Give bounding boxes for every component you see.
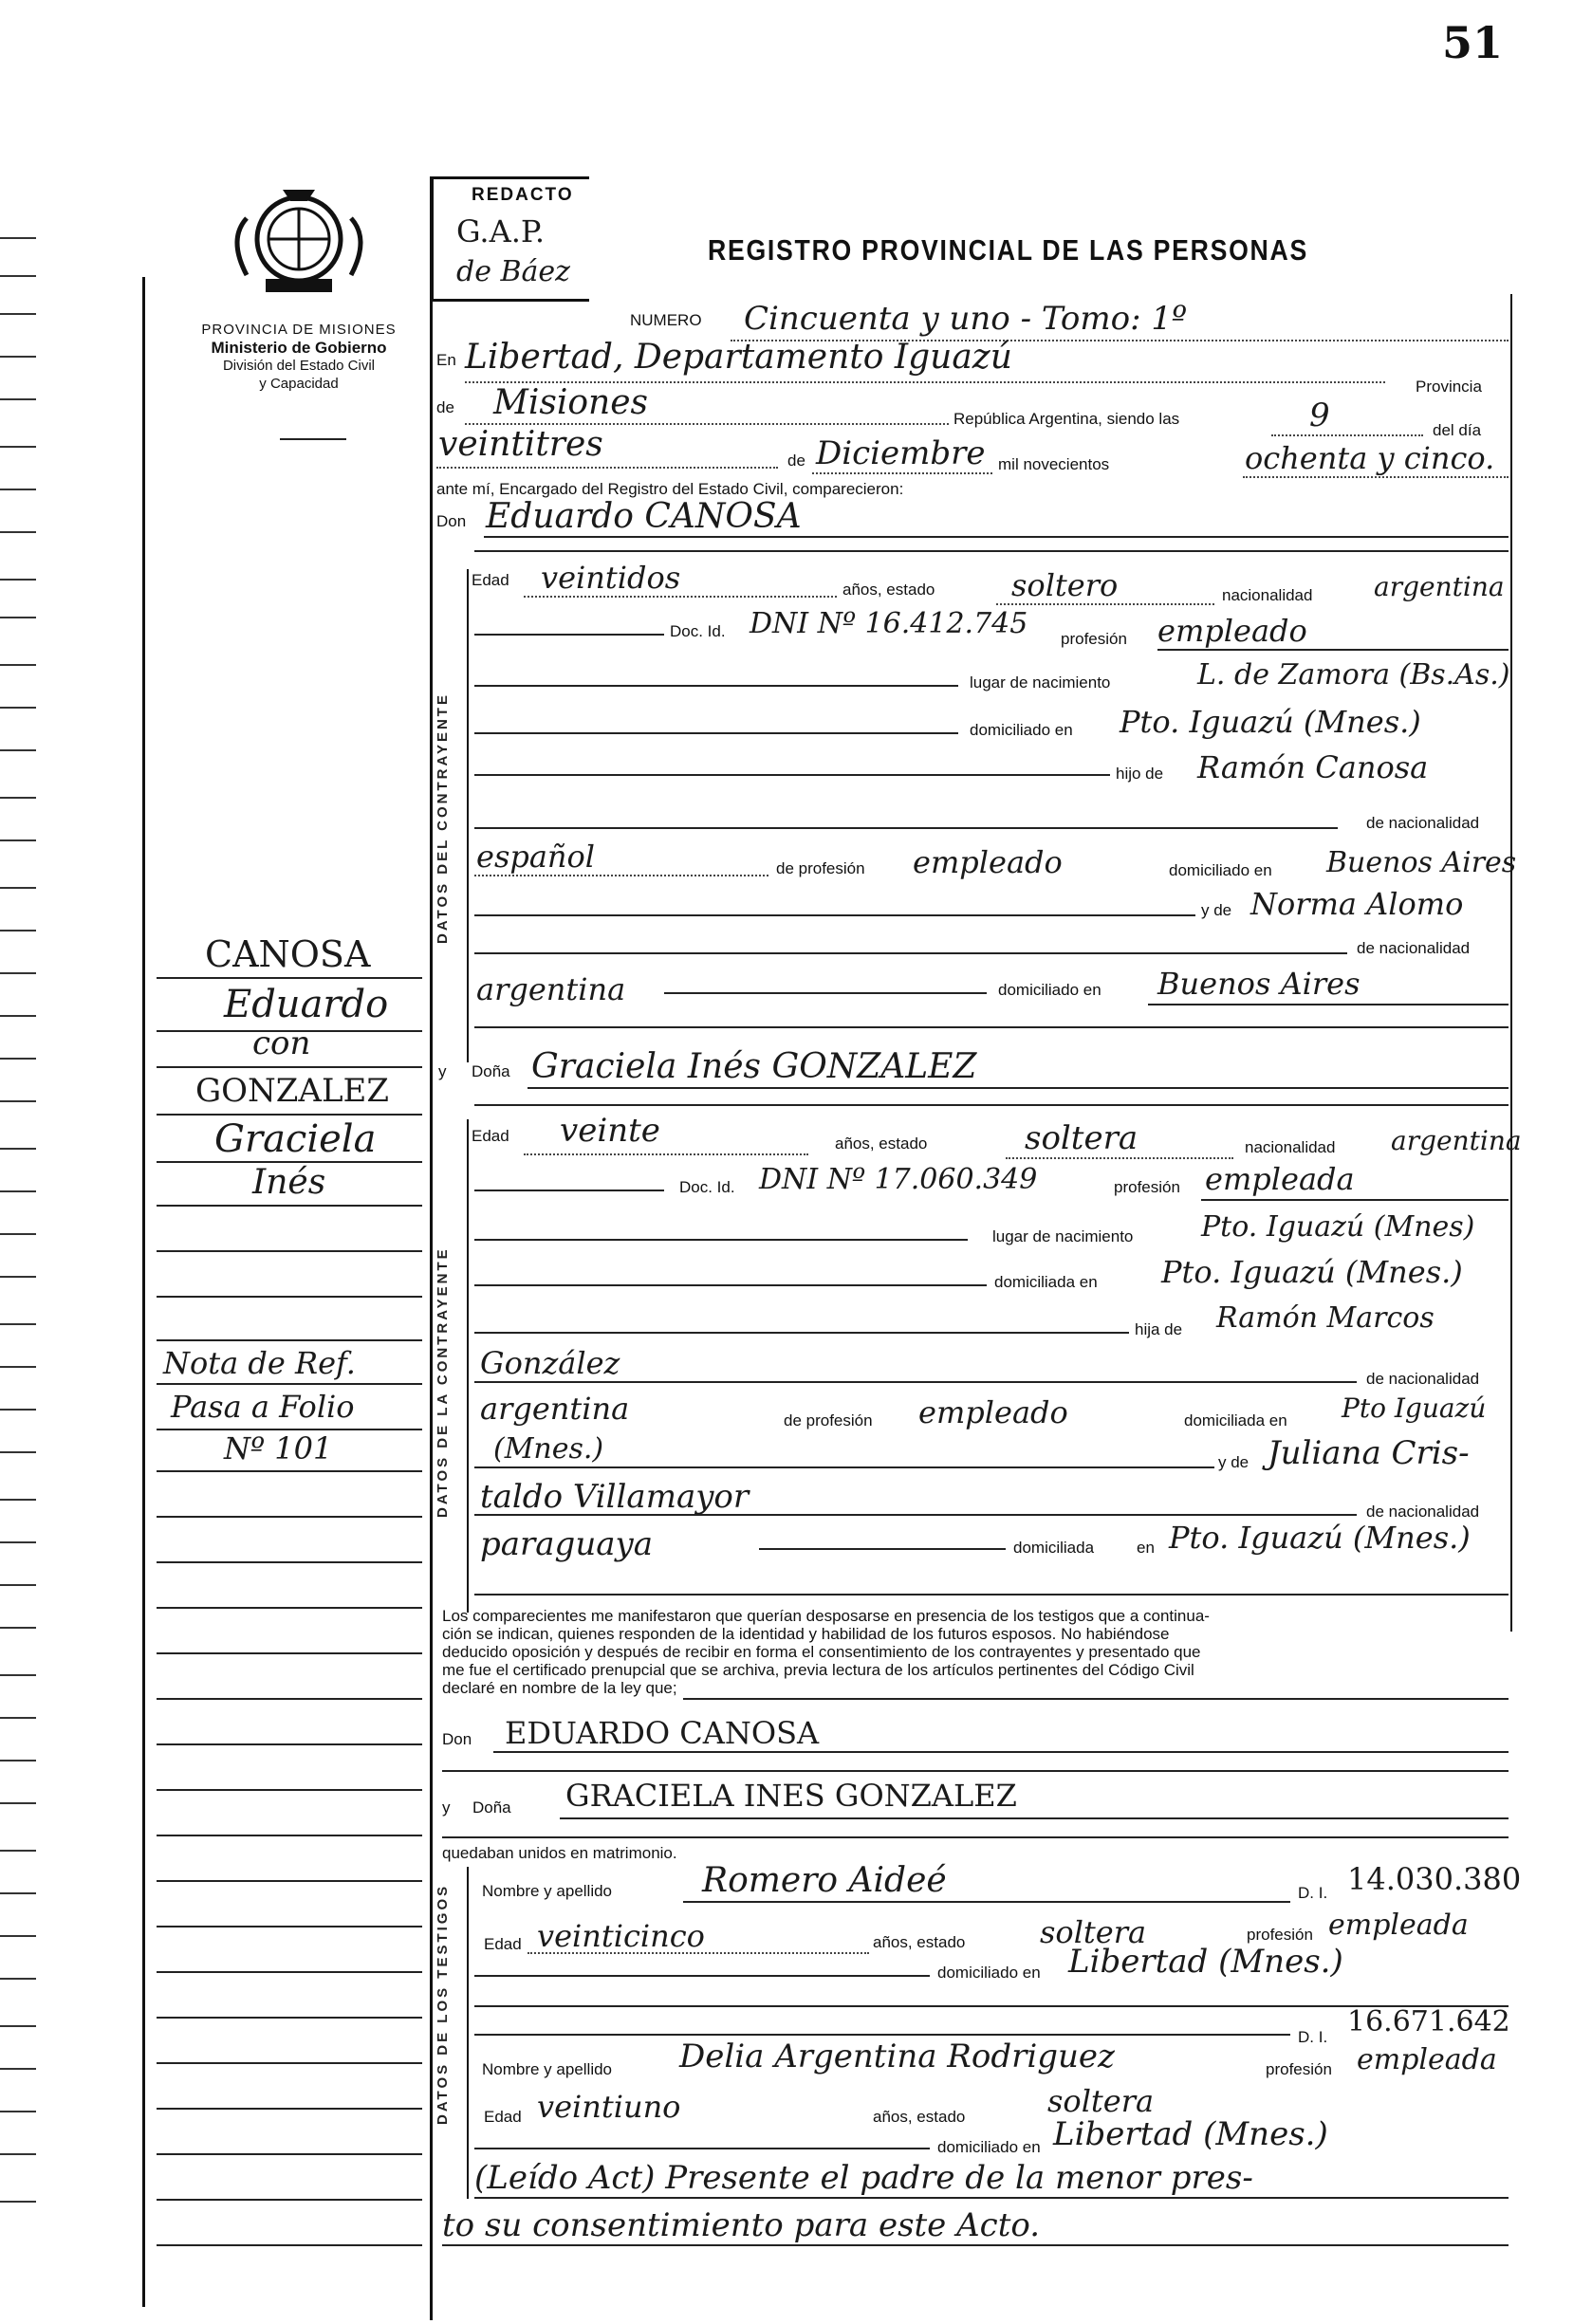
c-lugar-nac: L. de Zamora (Bs.As.): [1197, 658, 1510, 692]
c-madre-dom: Buenos Aires: [1157, 966, 1361, 1002]
record-hora: 9: [1309, 397, 1330, 434]
label-don: Don: [436, 512, 467, 530]
label-edad-t1: Edad: [484, 1935, 522, 1953]
paragraph-line-3: deducido oposición y después de recibir en forma el consentimiento de los contrayentes y presentado que: [442, 1643, 1201, 1661]
f-edad: veinte: [560, 1112, 660, 1150]
label-datos-testigos: DATOS DE LOS TESTIGOS: [435, 1883, 451, 2125]
label-profesion-f: profesión: [1114, 1178, 1180, 1196]
footer-note-2: to su consentimiento para este Acto.: [442, 2206, 1041, 2244]
f-madre-nac: paraguaya: [480, 1525, 653, 1563]
label-ante: ante mí, Encargado del Registro del Estado Civil, comparecieron:: [436, 480, 904, 498]
f-padre-nac: argentina: [480, 1391, 630, 1427]
label-mil: mil novecientos: [998, 455, 1110, 473]
label-profesion: profesión: [1061, 630, 1127, 648]
margin-firstname-2: Graciela: [214, 1117, 377, 1161]
footer-note-1: (Leído Act) Presente el padre de la menor pres-: [474, 2159, 1253, 2197]
label-en: En: [436, 351, 456, 369]
label-anos-estado-t1: años, estado: [873, 1933, 966, 1951]
f-domicilio: Pto. Iguazú (Mnes.): [1161, 1254, 1463, 1290]
label-edad: Edad: [472, 571, 509, 589]
label-anos-estado-f: años, estado: [835, 1134, 928, 1153]
issuer-division: División del Estado Civil: [222, 358, 376, 374]
t1-profesion: empleada: [1328, 1909, 1469, 1942]
label-y-de-1: y de: [1201, 901, 1232, 919]
f-madre-dom: Pto. Iguazú (Mnes.): [1169, 1520, 1471, 1556]
label-edad-f: Edad: [472, 1127, 509, 1145]
label-numero: NUMERO: [630, 311, 702, 329]
label-de-nacionalidad-f1: de nacionalidad: [1366, 1370, 1480, 1388]
label-hijo-de: hijo de: [1116, 765, 1164, 783]
label-dona-decl: Doña: [472, 1798, 511, 1817]
t1-domicilio: Libertad (Mnes.): [1068, 1943, 1343, 1981]
record-dia: veintitres: [438, 425, 603, 464]
t1-edad: veinticinco: [537, 1918, 705, 1954]
f-madre-apellido: taldo Villamayor: [480, 1478, 750, 1516]
t1-nombre: Romero Aideé: [702, 1861, 947, 1900]
f-doc: DNI Nº 17.060.349: [759, 1163, 1038, 1196]
label-de-nacionalidad-2: de nacionalidad: [1357, 939, 1471, 957]
margin-con: con: [252, 1024, 311, 1062]
label-y-de-f: y de: [1218, 1453, 1250, 1471]
issuer-province: PROVINCIA DE MISIONES: [201, 322, 397, 338]
t2-nombre: Delia Argentina Rodriguez: [679, 2038, 1115, 2075]
label-profesion-t1: profesión: [1247, 1926, 1313, 1944]
margin-note-1: Nota de Ref.: [163, 1345, 356, 1381]
issuer-ministry: Ministerio de Gobierno: [211, 339, 387, 357]
decl-dona: GRACIELA INES GONZALEZ: [565, 1778, 1017, 1814]
label-lugar-nac-f: lugar de nacimiento: [992, 1227, 1134, 1245]
c-profesion: empleado: [1157, 613, 1307, 649]
label-domiciliado-2: domiciliado en: [998, 981, 1101, 999]
label-hija-de: hija de: [1135, 1320, 1183, 1338]
label-edad-t2: Edad: [484, 2108, 522, 2126]
c-padre-dom: Buenos Aires: [1326, 846, 1517, 879]
label-de-profesion-1: de profesión: [776, 859, 865, 877]
f-padre: Ramón Marcos: [1216, 1301, 1435, 1335]
margin-surname: CANOSA: [205, 933, 371, 975]
label-de-nacionalidad-f2: de nacionalidad: [1366, 1503, 1480, 1521]
label-del-dia: del día: [1433, 421, 1482, 439]
t1-di: 14.030.380: [1347, 1861, 1522, 1897]
f-padre-apellido: González: [480, 1345, 620, 1381]
f-madre: Juliana Cris-: [1268, 1434, 1470, 1472]
decl-don: EDUARDO CANOSA: [505, 1715, 820, 1751]
label-de-nacionalidad-1: de nacionalidad: [1366, 814, 1480, 832]
t2-estado: soltera: [1047, 2083, 1155, 2119]
paragraph-line-5: declaré en nombre de la ley que;: [442, 1679, 677, 1697]
label-domiciliado-t2: domiciliado en: [937, 2138, 1041, 2156]
c-madre-nac: argentina: [476, 971, 626, 1007]
label-lugar-nac: lugar de nacimiento: [970, 673, 1111, 692]
label-nombre-1: Nombre y apellido: [482, 1882, 613, 1900]
label-nacionalidad: nacionalidad: [1222, 586, 1313, 604]
label-quedaban: quedaban unidos en matrimonio.: [442, 1844, 677, 1862]
record-provincia: Misiones: [493, 383, 649, 422]
redacto-stamp: [431, 176, 589, 302]
label-domiciliada-f: domiciliada en: [1184, 1411, 1287, 1429]
paragraph-line-1: Los comparecientes me manifestaron que querían desposarse en presencia de los testigos que a continua-: [442, 1607, 1210, 1625]
record-numero: Cincuenta y uno - Tomo: 1º: [744, 300, 1187, 338]
label-don-decl: Don: [442, 1730, 472, 1748]
f-profesion: empleada: [1205, 1161, 1355, 1197]
label-domiciliado-t1: domiciliado en: [937, 1964, 1041, 1982]
c-padre-nac: español: [476, 839, 596, 875]
c-estado: soltero: [1011, 567, 1119, 603]
paragraph-line-4: me fue el certificado prenupcial que se archiva, previa lectura de los artículos pertinentes del Código Civil: [442, 1661, 1194, 1679]
issuer-block: [157, 321, 441, 393]
record-lugar: Libertad, Departamento Iguazú: [465, 338, 1012, 377]
c-nacionalidad: argentina: [1374, 571, 1505, 602]
f-nombre: Graciela Inés GONZALEZ: [531, 1047, 977, 1086]
declaration-paragraph: [442, 1607, 1514, 1697]
c-padre: Ramón Canosa: [1197, 749, 1429, 785]
label-de-profesion-f: de profesión: [784, 1411, 873, 1429]
f-nacionalidad: argentina: [1391, 1125, 1522, 1156]
label-de: de: [436, 398, 454, 416]
label-republica: República Argentina, siendo las: [953, 410, 1180, 428]
label-domiciliada-en: domiciliada en: [994, 1273, 1098, 1291]
stamp-name: de Báez: [456, 255, 570, 288]
coat-of-arms-icon: [209, 180, 389, 304]
label-domiciliado-1: domiciliado en: [1169, 861, 1272, 879]
label-datos-contrayente: DATOS DEL CONTRAYENTE: [435, 692, 451, 944]
f-padre-dom: Pto Iguazú: [1342, 1393, 1487, 1424]
left-edge-ticks: [0, 0, 38, 2324]
label-domiciliada-f2: domiciliada: [1013, 1539, 1095, 1557]
label-y: y: [438, 1062, 447, 1080]
paragraph-line-2: ción se indican, quienes responden de la identidad y habilidad de los futuros esposos. No habiéndose: [442, 1625, 1170, 1643]
label-di-1: D. I.: [1298, 1884, 1328, 1902]
label-profesion-t2: profesión: [1266, 2060, 1332, 2078]
margin-surname-2: GONZALEZ: [195, 1072, 389, 1110]
label-datos-la-contrayente: DATOS DE LA CONTRAYENTE: [435, 1246, 451, 1518]
record-anio: ochenta y cinco.: [1245, 440, 1495, 476]
record-don: Eduardo CANOSA: [486, 497, 802, 536]
f-estado: soltera: [1025, 1119, 1138, 1157]
margin-firstname: Eduardo: [224, 983, 389, 1026]
margin-note-3: Nº 101: [224, 1430, 333, 1466]
f-padre-dom-2: (Mnes.): [493, 1432, 604, 1466]
label-nombre-2: Nombre y apellido: [482, 2060, 613, 2078]
t1-estado: soltera: [1040, 1914, 1147, 1950]
t2-di: 16.671.642: [1347, 2005, 1510, 2038]
label-domiciliado-en: domiciliado en: [970, 721, 1073, 739]
t2-domicilio: Libertad (Mnes.): [1053, 2115, 1328, 2153]
f-lugar-nac: Pto. Iguazú (Mnes): [1201, 1210, 1475, 1244]
label-en-f2: en: [1137, 1539, 1155, 1557]
t2-profesion: empleada: [1357, 2043, 1497, 2076]
page-number: 51: [1442, 17, 1504, 68]
margin-middlename: Inés: [252, 1163, 326, 1202]
c-edad: veintidos: [541, 560, 681, 596]
label-de-mes: de: [787, 452, 805, 470]
c-doc: DNI Nº 16.412.745: [750, 607, 1028, 640]
label-dona: Doña: [472, 1062, 510, 1080]
c-madre: Norma Alomo: [1250, 886, 1464, 922]
c-padre-prof: empleado: [913, 844, 1063, 880]
t2-edad: veintiuno: [537, 2089, 681, 2125]
stamp-title: REDACTO: [472, 185, 574, 205]
label-anos-estado-t2: años, estado: [873, 2108, 966, 2126]
record-mes: Diciembre: [816, 434, 986, 472]
label-doc-f: Doc. Id.: [679, 1178, 735, 1196]
f-padre-prof: empleado: [918, 1394, 1068, 1430]
margin-note-2: Pasa a Folio: [171, 1389, 355, 1425]
label-y-decl: y: [442, 1798, 451, 1817]
page-title: REGISTRO PROVINCIAL DE LAS PERSONAS: [708, 233, 1308, 267]
label-di-2: D. I.: [1298, 2028, 1328, 2046]
label-doc: Doc. Id.: [670, 622, 726, 640]
label-nacionalidad-f: nacionalidad: [1245, 1138, 1336, 1156]
label-provincia: Provincia: [1416, 378, 1482, 396]
c-domicilio: Pto. Iguazú (Mnes.): [1120, 704, 1421, 740]
label-anos-estado: años, estado: [842, 581, 935, 599]
stamp-initials: G.A.P.: [456, 213, 546, 249]
issuer-capacity: y Capacidad: [259, 376, 339, 392]
